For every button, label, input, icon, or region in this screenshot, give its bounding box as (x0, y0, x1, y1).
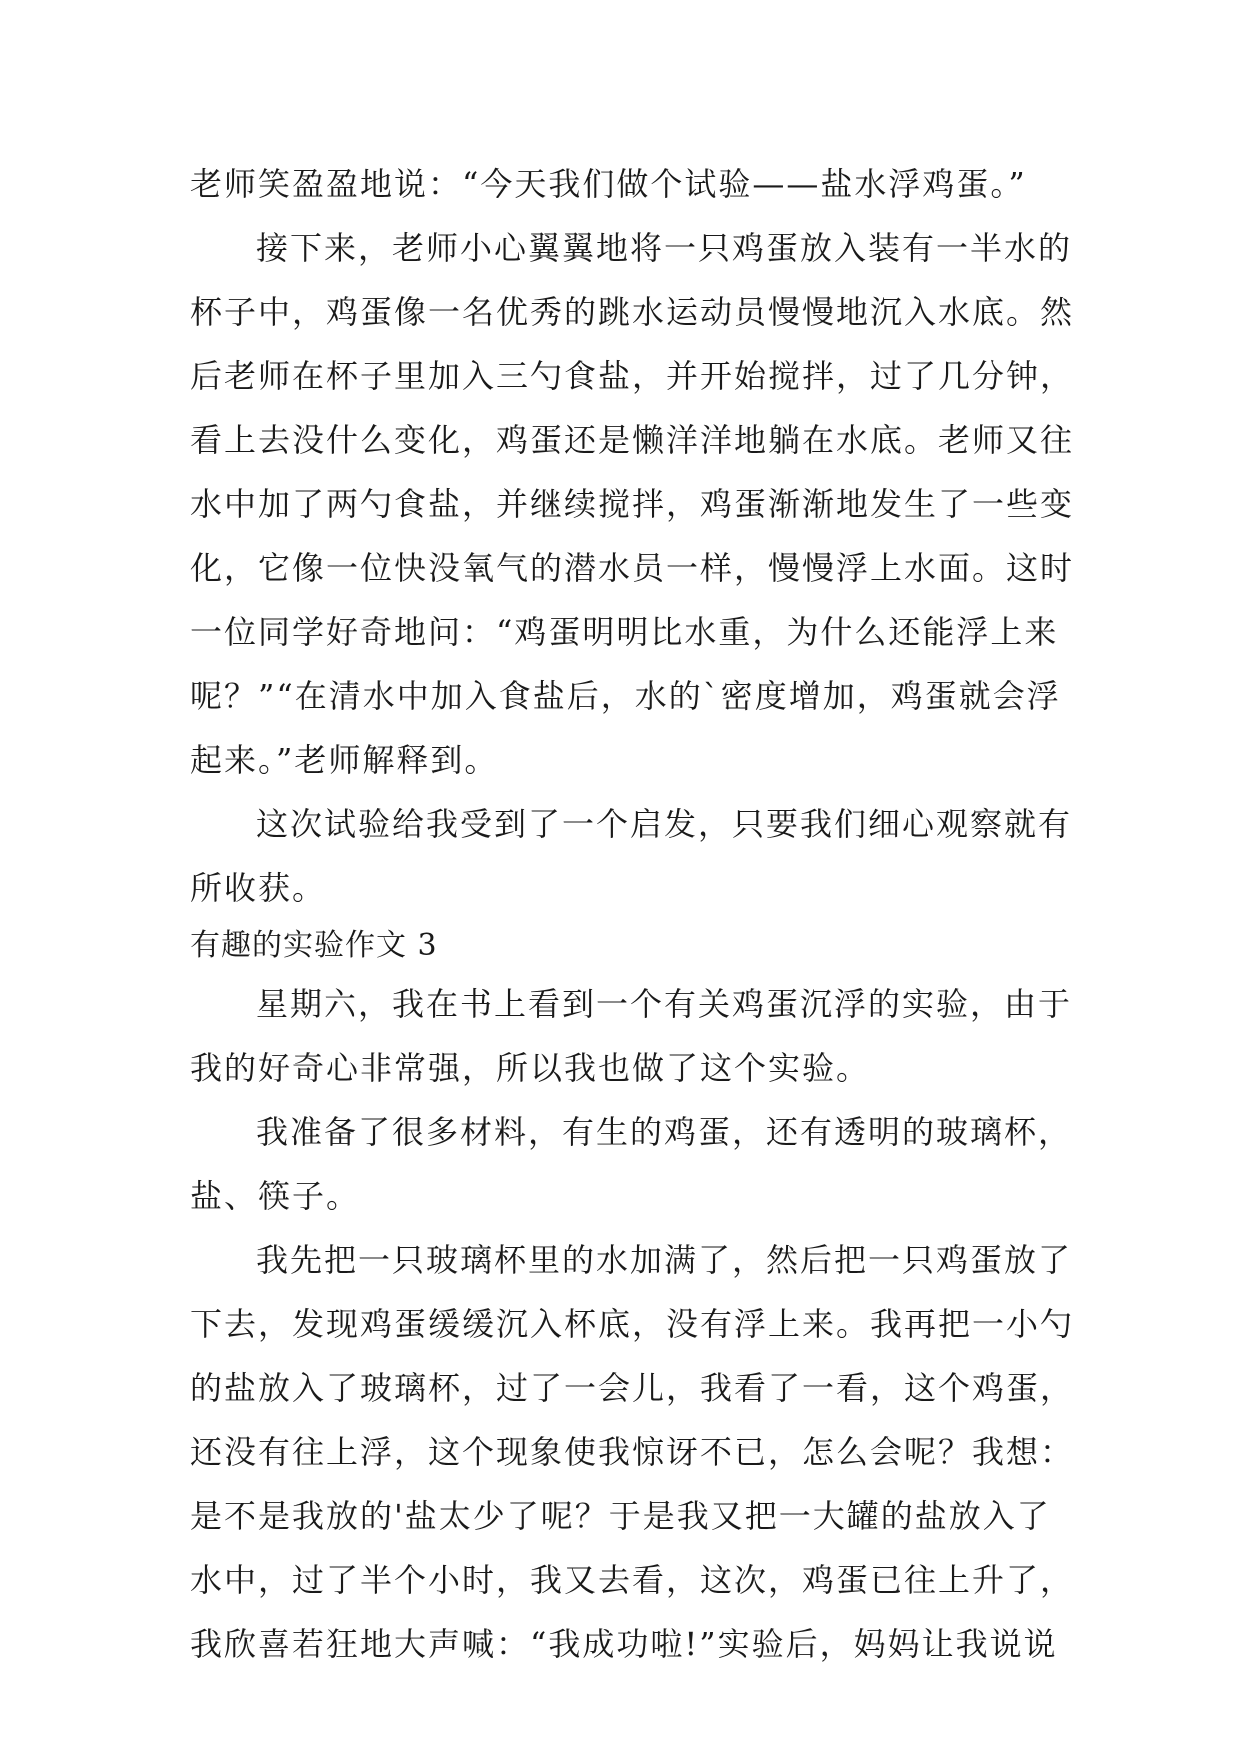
text-line: 水中加了两勺食盐，并继续搅拌，鸡蛋渐渐地发生了一些变 (190, 485, 1075, 523)
paragraph-start: 我准备了很多材料，有生的鸡蛋，还有透明的玻璃杯， (256, 1113, 1073, 1151)
text-line: 起来。”老师解释到。 (190, 741, 499, 779)
paragraph-start: 这次试验给我受到了一个启发，只要我们细心观察就有 (256, 805, 1073, 843)
paragraph-start: 星期六，我在书上看到一个有关鸡蛋沉浮的实验，由于 (256, 985, 1073, 1023)
text-line: 我欣喜若狂地大声喊：“我成功啦!”实验后，妈妈让我说说 (190, 1625, 1058, 1663)
text-line: 是不是我放的'盐太少了呢？于是我又把一大罐的盐放入了 (190, 1497, 1051, 1535)
text-line: 水中，过了半个小时，我又去看，这次，鸡蛋已往上升了， (190, 1561, 1075, 1599)
text-line: 我的好奇心非常强，所以我也做了这个实验。 (190, 1049, 871, 1087)
text-line: 看上去没什么变化，鸡蛋还是懒洋洋地躺在水底。老师又往 (190, 421, 1075, 459)
paragraph-start: 接下来，老师小心翼翼地将一只鸡蛋放入装有一半水的 (256, 229, 1073, 267)
text-line: 老师笑盈盈地说：“今天我们做个试验——盐水浮鸡蛋。” (190, 165, 1027, 203)
text-line: 一位同学好奇地问：“鸡蛋明明比水重，为什么还能浮上来 (190, 613, 1059, 651)
text-line: 后老师在杯子里加入三勺食盐，并开始搅拌，过了几分钟， (190, 357, 1075, 395)
text-line: 下去，发现鸡蛋缓缓沉入杯底，没有浮上来。我再把一小勺 (190, 1305, 1075, 1343)
paragraph-start: 我先把一只玻璃杯里的水加满了，然后把一只鸡蛋放了 (256, 1241, 1073, 1279)
text-line: 还没有往上浮，这个现象使我惊讶不已，怎么会呢？我想： (190, 1433, 1075, 1471)
text-line: 杯子中，鸡蛋像一名优秀的跳水运动员慢慢地沉入水底。然 (190, 293, 1075, 331)
text-line: 盐、筷子。 (190, 1177, 361, 1215)
text-line: 所收获。 (190, 869, 327, 907)
text-line: 呢？”“在清水中加入食盐后，水的`密度增加，鸡蛋就会浮 (190, 677, 1061, 715)
document-body (190, 152, 1075, 1676)
text-line: 的盐放入了玻璃杯，过了一会儿，我看了一看，这个鸡蛋， (190, 1369, 1075, 1407)
section-heading: 有趣的实验作文 3 (190, 928, 438, 963)
text-line: 化，它像一位快没氧气的潜水员一样，慢慢浮上水面。这时 (190, 549, 1075, 587)
